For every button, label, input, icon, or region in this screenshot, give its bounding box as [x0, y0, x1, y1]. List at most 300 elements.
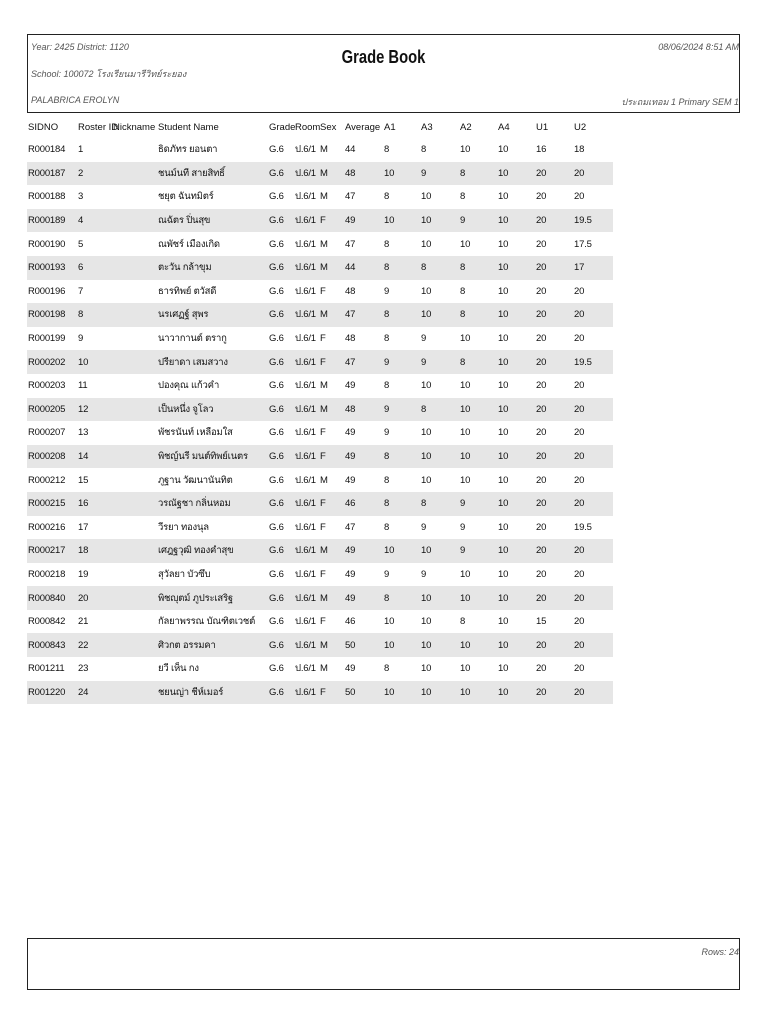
table-cell: 20: [536, 333, 547, 345]
table-cell: 10: [420, 633, 459, 657]
column-header: Nickname: [113, 121, 156, 133]
table-cell: 48: [345, 333, 356, 345]
table-cell: วรณัฐชา กลิ่นหอม: [157, 492, 268, 516]
table-cell: 20: [573, 445, 613, 469]
table-cell: [112, 586, 157, 610]
table-cell: 16: [536, 144, 547, 156]
table-cell: พัชรนันท์ เหลือมใส: [158, 427, 233, 439]
table-cell: 8: [459, 162, 497, 186]
table-cell: 1: [78, 144, 84, 156]
table-cell: 49: [345, 474, 356, 486]
table-cell: 8: [384, 663, 390, 675]
table-cell: 46: [345, 616, 356, 628]
table-row: [27, 492, 613, 516]
table-cell: นรเศฏฐ์ สุพร: [157, 303, 268, 327]
column-header: Average: [345, 121, 381, 133]
table-cell: R000217: [27, 539, 77, 563]
table-cell: ป.6/1: [294, 398, 319, 422]
table-cell: 9: [384, 568, 390, 580]
table-cell: 8: [460, 285, 466, 297]
table-cell: ป.6/1: [294, 633, 319, 657]
table-cell: 20: [574, 474, 585, 486]
table-cell: 20: [536, 521, 547, 533]
table-cell: ป.6/1: [294, 492, 319, 516]
table-cell: M: [320, 380, 328, 392]
table-cell: G.6: [269, 663, 284, 675]
table-cell: ปรียาดา เสมสวาง: [157, 350, 268, 374]
table-row: [27, 610, 613, 634]
table-cell: 10: [460, 427, 471, 439]
table-cell: 10: [420, 586, 459, 610]
table-cell: [112, 633, 157, 657]
table-cell: 49: [344, 445, 383, 469]
table-cell: 10: [383, 162, 420, 186]
table-cell: ณฉัตร ปิ่นสุข: [157, 209, 268, 233]
table-cell: 10: [420, 539, 459, 563]
table-cell: ป.6/1: [295, 380, 316, 392]
table-cell: 47: [345, 238, 356, 250]
table-cell: 8: [420, 398, 459, 422]
term-label: ประถมเทอม 1 Primary SEM 1: [621, 97, 739, 107]
table-cell: 10: [420, 445, 459, 469]
table-cell: G.6: [268, 162, 294, 186]
table-row: [27, 138, 613, 162]
table-cell: M: [319, 162, 344, 186]
table-cell: 18: [77, 539, 112, 563]
table-cell: G.6: [268, 539, 294, 563]
table-cell: F: [319, 492, 344, 516]
table-cell: 20: [573, 633, 613, 657]
table-cell: 10: [460, 568, 471, 580]
table-cell: 10: [421, 663, 432, 675]
table-cell: R000205: [27, 398, 77, 422]
table-cell: M: [320, 144, 328, 156]
table-cell: 10: [498, 427, 509, 439]
table-cell: ป.6/1: [294, 256, 319, 280]
table-cell: [112, 492, 157, 516]
table-row: [27, 563, 613, 587]
table-cell: 20: [535, 162, 573, 186]
table-body: [27, 138, 613, 704]
table-cell: 19: [78, 568, 89, 580]
table-cell: วีรยา ทองนุล: [158, 521, 209, 533]
table-cell: 50: [344, 633, 383, 657]
table-cell: 8: [384, 474, 390, 486]
table-cell: ชยุต ฉันทมิตร์: [158, 191, 214, 203]
table-cell: 47: [345, 191, 356, 203]
table-cell: R001220: [27, 681, 77, 705]
column-header: A3: [421, 121, 433, 133]
rows-count: Rows: 24: [701, 947, 739, 957]
table-cell: 8: [383, 586, 420, 610]
table-cell: พิชญ์นรี มนต์ทิพย์เนตร: [157, 445, 268, 469]
table-cell: R000190: [28, 238, 66, 250]
table-cell: เศฎฐวุฒิ ทองคำสุข: [157, 539, 268, 563]
table-cell: 3: [78, 191, 84, 203]
table-cell: G.6: [268, 492, 294, 516]
table-cell: 20: [535, 350, 573, 374]
table-cell: G.6: [269, 238, 284, 250]
column-header: Student Name: [158, 121, 219, 133]
table-cell: สุวัลยา บัวซึบ: [158, 568, 211, 580]
table-cell: 49: [344, 209, 383, 233]
table-cell: 49: [344, 539, 383, 563]
table-cell: M: [320, 191, 328, 203]
table-cell: 20: [535, 539, 573, 563]
table-cell: 8: [460, 616, 466, 628]
column-header: U2: [574, 121, 587, 133]
table-cell: เป็นหนึ่ง จูโลว: [157, 398, 268, 422]
table-cell: 20: [573, 539, 613, 563]
table-cell: 20: [536, 474, 547, 486]
table-cell: 10: [421, 191, 432, 203]
table-cell: 8: [384, 238, 390, 250]
table-row: [27, 374, 613, 398]
table-cell: 20: [535, 398, 573, 422]
table-cell: 20: [535, 303, 573, 327]
table-cell: ตะวัน กล้าขุม: [157, 256, 268, 280]
table-cell: 20: [573, 303, 613, 327]
table-cell: 20: [535, 633, 573, 657]
table-cell: F: [320, 285, 326, 297]
table-cell: M: [319, 398, 344, 422]
table-cell: F: [319, 350, 344, 374]
table-cell: 10: [421, 238, 432, 250]
table-cell: 10: [421, 474, 432, 486]
table-cell: 20: [535, 445, 573, 469]
table-cell: 49: [345, 568, 356, 580]
table-cell: 9: [459, 492, 497, 516]
table-cell: ป.6/1: [295, 285, 316, 297]
table-cell: 2: [77, 162, 112, 186]
table-row: [27, 657, 613, 681]
year-district-label: Year: 2425 District: 1120: [31, 42, 129, 52]
table-cell: 20: [573, 586, 613, 610]
school-label: School: 100072 โรงเรียนมารีวิทย์ระยอง: [31, 69, 187, 79]
table-cell: 20: [77, 586, 112, 610]
table-cell: 10: [460, 238, 471, 250]
table-cell: 20: [536, 427, 547, 439]
table-cell: 5: [78, 238, 84, 250]
table-cell: 10: [498, 663, 509, 675]
table-cell: 20: [574, 616, 585, 628]
table-cell: ป.6/1: [294, 445, 319, 469]
column-header: A1: [384, 121, 396, 133]
table-cell: R000189: [27, 209, 77, 233]
table-cell: 10: [421, 616, 432, 628]
table-cell: [112, 610, 157, 634]
table-cell: 20: [535, 492, 573, 516]
table-cell: 10: [497, 209, 535, 233]
table-cell: 9: [421, 568, 427, 580]
table-cell: F: [320, 568, 326, 580]
table-cell: ป.6/1: [294, 539, 319, 563]
table-cell: 10: [498, 616, 509, 628]
table-cell: 47: [344, 350, 383, 374]
table-cell: 10: [497, 681, 535, 705]
table-cell: R000193: [27, 256, 77, 280]
table-cell: F: [319, 209, 344, 233]
table-header-row: [27, 116, 613, 138]
table-cell: พิชญุตม์ ภูประเสริฐ: [157, 586, 268, 610]
table-cell: 9: [459, 539, 497, 563]
table-cell: G.6: [268, 633, 294, 657]
table-cell: [112, 280, 157, 304]
table-cell: 10: [459, 633, 497, 657]
report-footer: [27, 938, 740, 990]
table-cell: G.6: [269, 191, 284, 203]
table-row: [27, 303, 613, 327]
table-row: [27, 633, 613, 657]
table-cell: 10: [420, 681, 459, 705]
table-cell: [112, 516, 157, 540]
table-cell: 8: [384, 144, 390, 156]
table-cell: 9: [420, 162, 459, 186]
table-cell: ป.6/1: [294, 681, 319, 705]
table-cell: ธารทิพย์ ตวัสดี: [158, 285, 217, 297]
table-cell: 46: [344, 492, 383, 516]
table-cell: 10: [421, 427, 432, 439]
table-cell: 10: [498, 191, 509, 203]
grade-table: [27, 116, 613, 704]
table-cell: [112, 303, 157, 327]
table-cell: 48: [345, 285, 356, 297]
table-cell: 9: [384, 427, 390, 439]
table-cell: 20: [574, 191, 585, 203]
table-cell: [112, 563, 157, 587]
column-header: U1: [536, 121, 549, 133]
table-cell: [112, 445, 157, 469]
table-cell: 12: [77, 398, 112, 422]
table-cell: 8: [384, 333, 390, 345]
table-row: [27, 185, 613, 209]
table-cell: 20: [574, 663, 585, 675]
table-row: [27, 421, 613, 445]
table-cell: 10: [498, 568, 509, 580]
table-row: [27, 468, 613, 492]
table-cell: 8: [383, 492, 420, 516]
table-cell: 8: [383, 445, 420, 469]
column-header: Sex: [320, 121, 337, 133]
table-cell: [112, 185, 157, 209]
table-cell: 10: [77, 350, 112, 374]
table-cell: G.6: [268, 350, 294, 374]
table-cell: G.6: [269, 285, 284, 297]
table-cell: 20: [573, 492, 613, 516]
table-cell: 10: [383, 681, 420, 705]
table-cell: ป.6/1: [295, 238, 316, 250]
table-cell: 10: [497, 586, 535, 610]
table-cell: ชยนญ่า ชีห์เมอร์: [157, 681, 268, 705]
table-cell: ป.6/1: [295, 616, 316, 628]
table-cell: 8: [420, 256, 459, 280]
column-header: Roster ID: [78, 121, 119, 133]
table-cell: [112, 681, 157, 705]
table-cell: 17.5: [574, 238, 592, 250]
table-cell: R000215: [27, 492, 77, 516]
table-cell: 8: [384, 521, 390, 533]
table-cell: 10: [497, 303, 535, 327]
table-cell: 11: [78, 380, 88, 392]
table-cell: 10: [459, 398, 497, 422]
table-cell: ภูฐาน วัฒนานันทิต: [158, 474, 233, 486]
table-cell: 10: [497, 350, 535, 374]
column-header: A4: [498, 121, 510, 133]
table-cell: ป.6/1: [295, 333, 316, 345]
table-cell: 10: [497, 492, 535, 516]
table-cell: 8: [460, 191, 466, 203]
table-cell: R000188: [28, 191, 66, 203]
table-cell: 47: [344, 303, 383, 327]
table-cell: 9: [384, 285, 390, 297]
table-cell: 14: [77, 445, 112, 469]
table-cell: 10: [459, 681, 497, 705]
table-row: [27, 586, 613, 610]
table-cell: กัลยาพรรณ บัณฑิตเวชต์: [158, 616, 256, 628]
table-cell: G.6: [268, 256, 294, 280]
table-cell: 20: [536, 285, 547, 297]
table-cell: [112, 327, 157, 351]
table-cell: G.6: [269, 568, 284, 580]
table-cell: ป.6/1: [294, 350, 319, 374]
table-cell: [112, 539, 157, 563]
table-cell: 10: [497, 445, 535, 469]
table-cell: [112, 232, 157, 256]
table-cell: 10: [498, 285, 509, 297]
table-cell: ณพัชร์ เมืองเกิด: [158, 238, 220, 250]
table-row: [27, 256, 613, 280]
table-cell: 10: [498, 144, 509, 156]
table-cell: G.6: [269, 144, 284, 156]
table-cell: R000207: [28, 427, 66, 439]
table-cell: R000187: [27, 162, 77, 186]
table-cell: [112, 374, 157, 398]
table-cell: 10: [497, 256, 535, 280]
table-cell: R000202: [27, 350, 77, 374]
table-cell: 20: [535, 586, 573, 610]
table-cell: 20: [536, 568, 547, 580]
table-cell: 10: [460, 380, 471, 392]
table-cell: M: [319, 586, 344, 610]
table-cell: 8: [383, 256, 420, 280]
table-cell: ป.6/1: [295, 568, 316, 580]
table-cell: ป.6/1: [294, 162, 319, 186]
table-cell: 9: [420, 350, 459, 374]
table-cell: 49: [344, 586, 383, 610]
table-cell: 15: [78, 474, 89, 486]
table-cell: 10: [460, 663, 471, 675]
table-cell: M: [320, 238, 328, 250]
table-cell: ศิวกต อรรมคา: [157, 633, 268, 657]
table-cell: 49: [345, 380, 356, 392]
table-cell: 8: [459, 256, 497, 280]
table-cell: G.6: [268, 445, 294, 469]
table-cell: 20: [573, 681, 613, 705]
table-cell: R000216: [28, 521, 66, 533]
table-row: [27, 162, 613, 186]
table-cell: 10: [383, 539, 420, 563]
table-row: [27, 445, 613, 469]
table-cell: 16: [77, 492, 112, 516]
table-cell: G.6: [269, 521, 284, 533]
table-cell: ป.6/1: [295, 663, 316, 675]
table-cell: 10: [497, 633, 535, 657]
table-cell: ป.6/1: [295, 474, 316, 486]
table-cell: [112, 421, 157, 445]
table-cell: 20: [535, 256, 573, 280]
table-cell: G.6: [268, 586, 294, 610]
table-row: [27, 209, 613, 233]
table-cell: G.6: [268, 398, 294, 422]
table-cell: 10: [498, 238, 509, 250]
table-row: [27, 398, 613, 422]
table-cell: ปองคุณ แก้วคำ: [158, 380, 220, 392]
table-cell: 8: [384, 191, 390, 203]
table-cell: 10: [420, 303, 459, 327]
table-cell: R000196: [28, 285, 66, 297]
table-cell: [112, 256, 157, 280]
table-cell: ป.6/1: [295, 521, 316, 533]
table-cell: 20: [574, 333, 585, 345]
table-cell: M: [320, 663, 328, 675]
table-cell: [112, 657, 157, 681]
table-cell: 10: [459, 445, 497, 469]
table-cell: R000208: [27, 445, 77, 469]
table-cell: 23: [78, 663, 89, 675]
table-cell: M: [319, 256, 344, 280]
table-cell: 7: [78, 285, 84, 297]
table-cell: [112, 350, 157, 374]
table-cell: 10: [497, 539, 535, 563]
table-cell: 20: [574, 427, 585, 439]
table-cell: 13: [78, 427, 89, 439]
table-row: [27, 232, 613, 256]
table-cell: R000842: [28, 616, 66, 628]
table-cell: [112, 138, 157, 162]
table-cell: 15: [536, 616, 547, 628]
table-cell: 19.5: [574, 521, 592, 533]
table-cell: 17: [78, 521, 89, 533]
table-cell: R000198: [27, 303, 77, 327]
table-row: [27, 539, 613, 563]
table-cell: R000199: [28, 333, 66, 345]
table-row: [27, 350, 613, 374]
table-cell: 10: [459, 586, 497, 610]
table-cell: F: [319, 445, 344, 469]
table-cell: [112, 162, 157, 186]
table-cell: 20: [535, 681, 573, 705]
report-header: [27, 34, 740, 113]
table-cell: F: [320, 521, 326, 533]
table-cell: 4: [77, 209, 112, 233]
table-cell: 10: [460, 144, 471, 156]
table-cell: 20: [536, 238, 547, 250]
table-cell: 9: [421, 333, 427, 345]
table-cell: 50: [344, 681, 383, 705]
column-header: Room: [295, 121, 321, 133]
table-cell: ธิดภัทร ยอนตา: [158, 144, 218, 156]
table-cell: 9: [383, 350, 420, 374]
table-cell: 22: [77, 633, 112, 657]
table-cell: 20: [574, 285, 585, 297]
table-cell: R000843: [27, 633, 77, 657]
table-cell: M: [319, 633, 344, 657]
table-cell: ป.6/1: [294, 209, 319, 233]
teacher-name: PALABRICA EROLYN: [31, 95, 120, 105]
table-cell: 20: [573, 162, 613, 186]
table-cell: ป.6/1: [294, 303, 319, 327]
table-cell: [112, 209, 157, 233]
